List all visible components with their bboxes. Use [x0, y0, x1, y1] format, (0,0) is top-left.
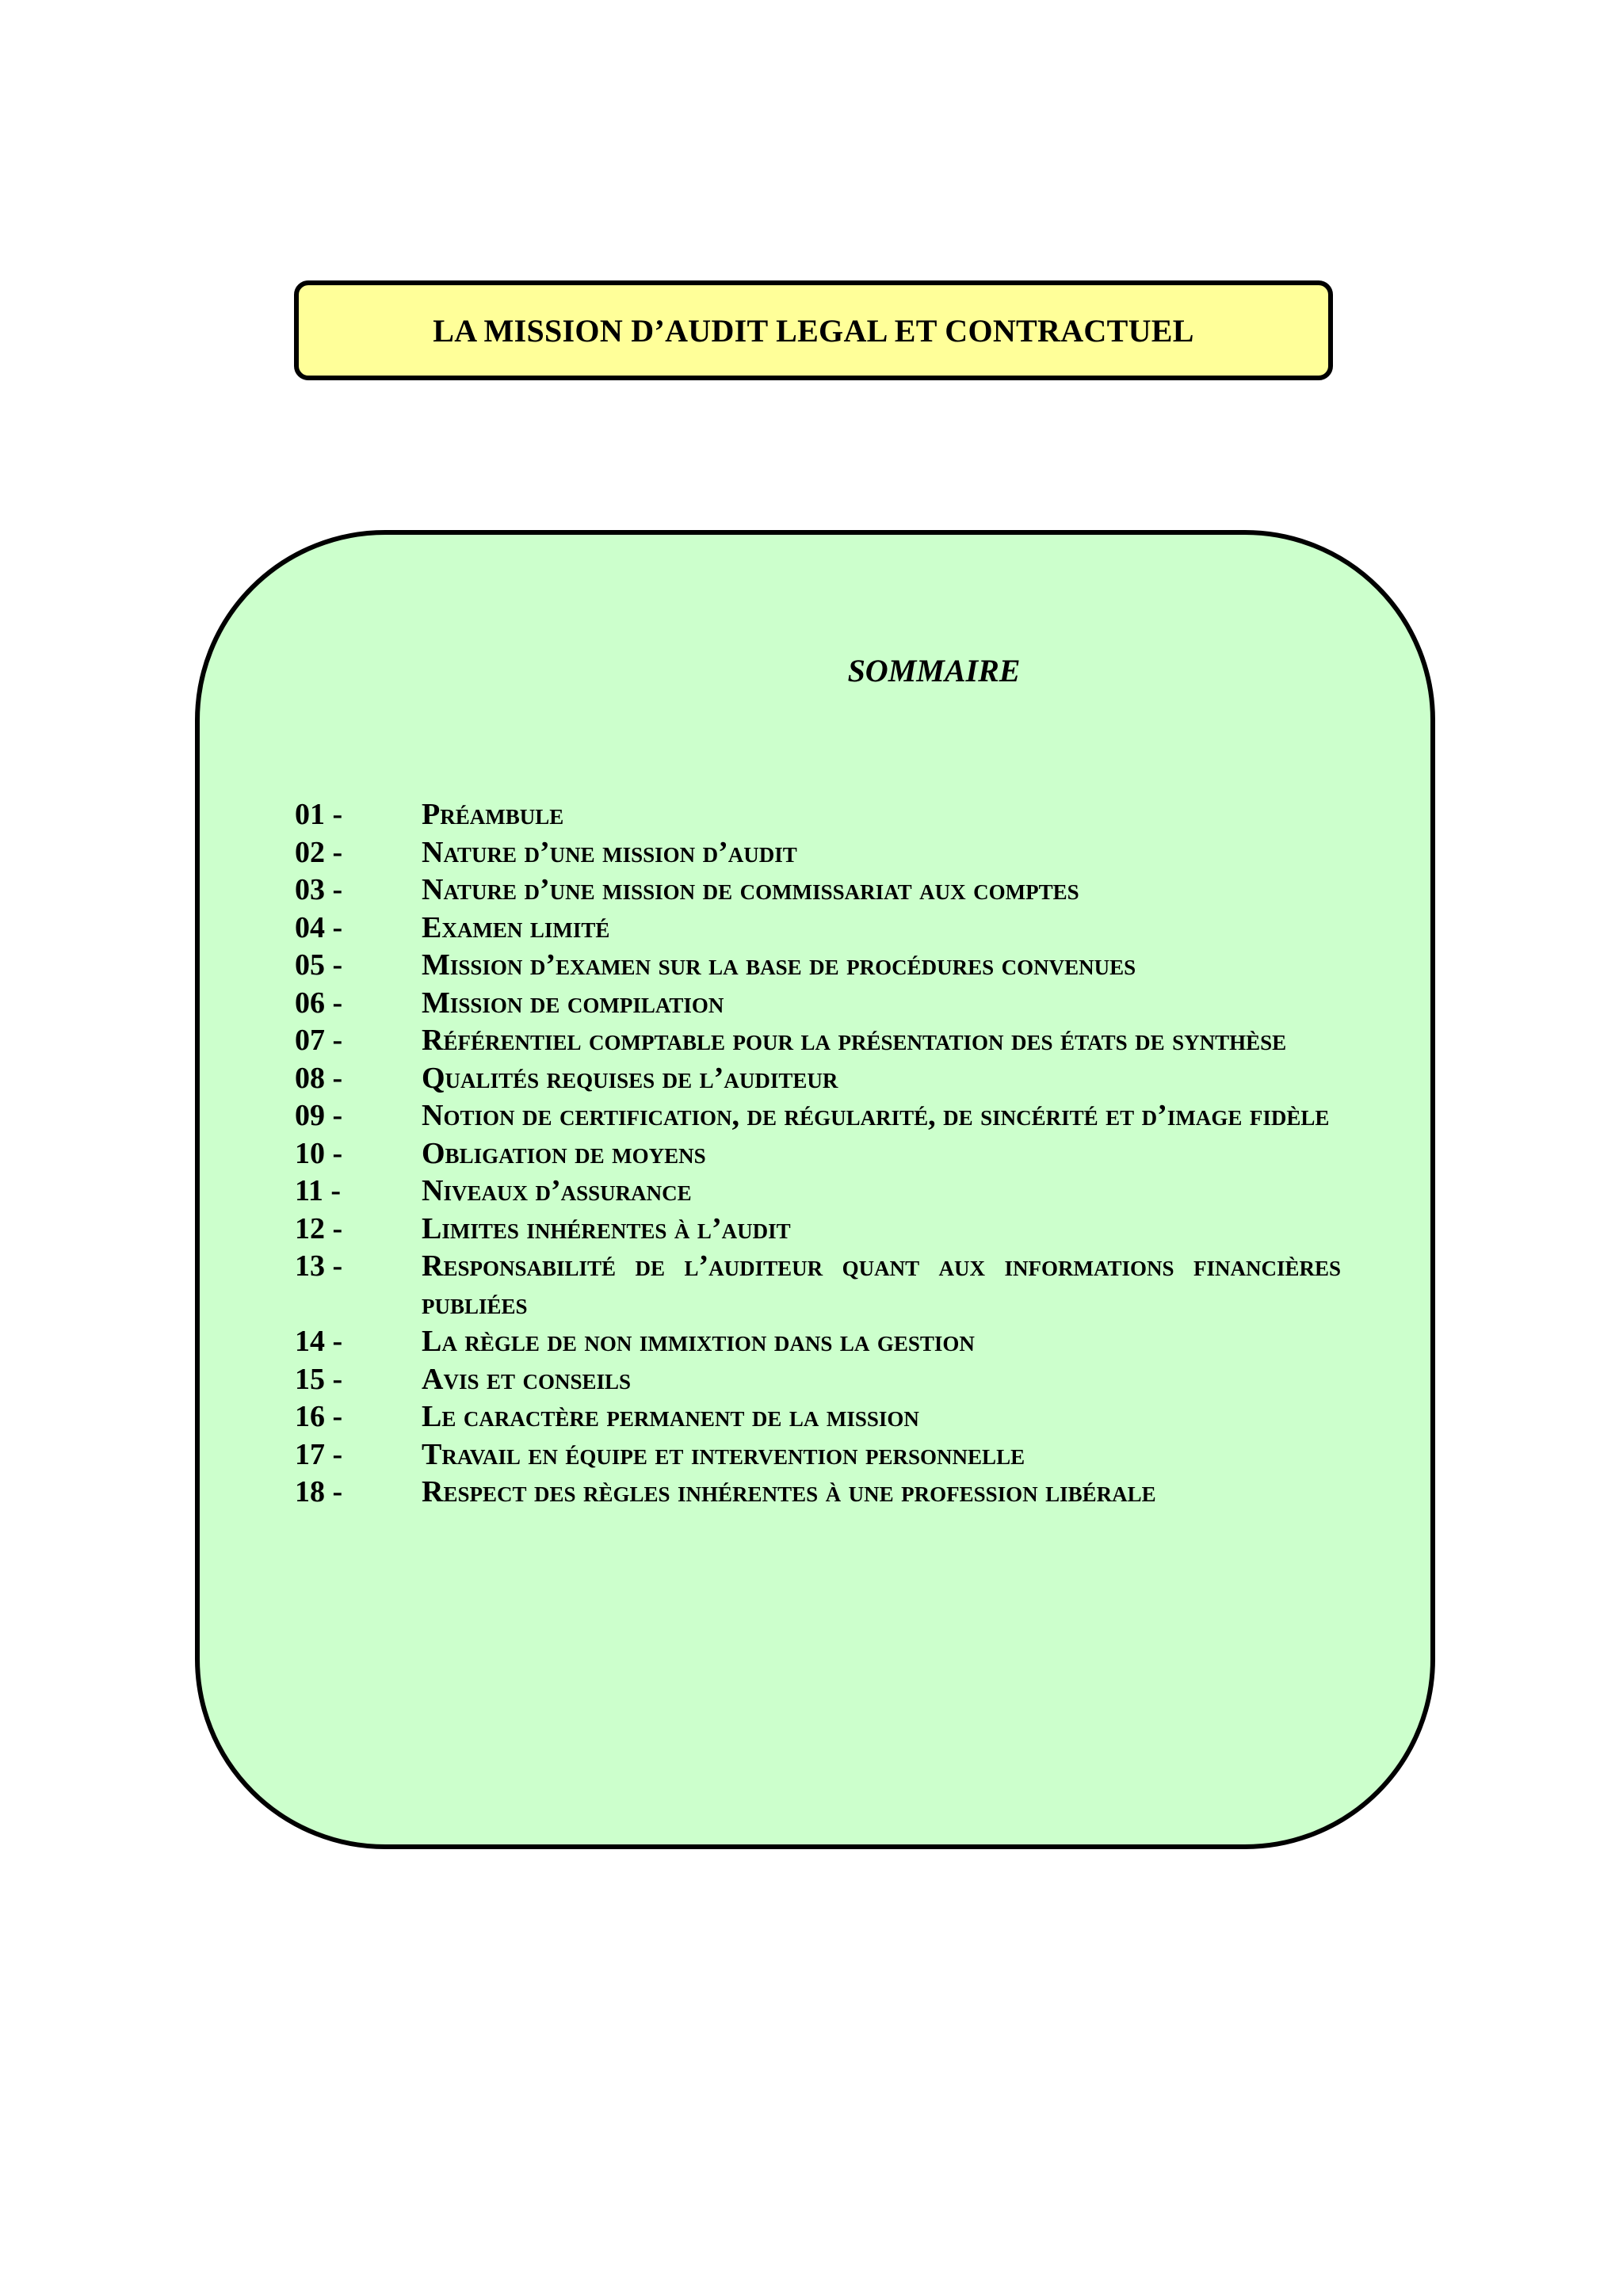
toc-entry-number: 17 -	[295, 1437, 343, 1471]
toc-entry-number: 06 -	[295, 986, 343, 1020]
toc-entry-number: 15 -	[295, 1362, 343, 1396]
table-of-contents-title: SOMMAIRE	[847, 653, 1021, 688]
toc-entry-label: Mission de compilation	[422, 986, 724, 1020]
toc-entry	[295, 1211, 1341, 1249]
table-of-contents-box	[195, 530, 1435, 1849]
toc-entry-label: Notion de certification, de régularité, de sincérité et d’image fidèle	[422, 1099, 1330, 1132]
toc-entry-label: Travail en équipe et intervention personnelle	[422, 1437, 1025, 1471]
toc-entry-number: 07 -	[295, 1024, 343, 1057]
toc-entry-number: 03 -	[295, 873, 343, 906]
toc-entry-label: Qualités requises de l’auditeur	[422, 1061, 838, 1095]
toc-entry-label: Examen limité	[422, 910, 610, 944]
toc-entry-label: Préambule	[422, 798, 564, 831]
toc-entry-label: Avis et conseils	[422, 1362, 632, 1396]
toc-entry	[295, 947, 1341, 985]
toc-entry-label: Niveaux d’assurance	[422, 1174, 692, 1207]
toc-entry-number: 16 -	[295, 1400, 343, 1433]
toc-entry	[295, 1097, 1341, 1135]
toc-entry-label: Nature d’une mission d’audit	[422, 835, 797, 869]
toc-entry-label: La règle de non immixtion dans la gestion	[422, 1325, 975, 1358]
toc-entry	[295, 1323, 1341, 1361]
toc-entry-label: Référentiel comptable pour la présentation des états de synthèse	[422, 1024, 1287, 1057]
toc-entry-label: Mission d’examen sur la base de procédures convenues	[422, 948, 1136, 982]
toc-entry	[295, 1398, 1341, 1436]
toc-entry-number: 05 -	[295, 948, 343, 982]
toc-entry	[295, 834, 1341, 872]
toc-entry-number: 04 -	[295, 910, 343, 944]
toc-entry-label: Nature d’une mission de commissariat aux comptes	[422, 873, 1079, 906]
toc-entry-number: 10 -	[295, 1136, 343, 1170]
toc-entry	[295, 1022, 1341, 1060]
toc-entry	[295, 1060, 1341, 1098]
toc-entry-number: 18 -	[295, 1475, 343, 1508]
toc-entry-number: 09 -	[295, 1099, 343, 1132]
toc-entry-label: Respect des règles inhérentes à une profession libérale	[422, 1475, 1156, 1508]
toc-entry	[295, 1248, 1341, 1323]
document-title: LA MISSION D’AUDIT LEGAL ET CONTRACTUEL	[433, 312, 1194, 349]
toc-entry-number: 01 -	[295, 798, 343, 831]
toc-entry	[295, 1135, 1341, 1173]
toc-entry-number: 14 -	[295, 1325, 343, 1358]
toc-entry	[295, 796, 1341, 834]
toc-entry	[295, 985, 1341, 1023]
toc-entry-label: Responsabilité de l’auditeur quant aux informations financières publiées	[422, 1249, 1341, 1321]
toc-entry-number: 02 -	[295, 835, 343, 869]
toc-entry	[295, 1474, 1341, 1512]
toc-entry-label: Le caractère permanent de la mission	[422, 1400, 919, 1433]
toc-entry	[295, 871, 1341, 910]
toc-entry	[295, 910, 1341, 948]
toc-entry-number: 13 -	[295, 1249, 343, 1283]
document-title-box	[294, 280, 1333, 380]
toc-entry	[295, 1436, 1341, 1474]
table-of-contents-list	[295, 796, 1341, 1512]
toc-entry-number: 08 -	[295, 1061, 343, 1095]
toc-entry	[295, 1173, 1341, 1211]
toc-entry-label: Obligation de moyens	[422, 1136, 706, 1170]
toc-entry-number: 11 -	[295, 1174, 342, 1207]
toc-entry-label: Limites inhérentes à l’audit	[422, 1211, 791, 1245]
toc-entry-number: 12 -	[295, 1211, 343, 1245]
toc-entry	[295, 1361, 1341, 1399]
